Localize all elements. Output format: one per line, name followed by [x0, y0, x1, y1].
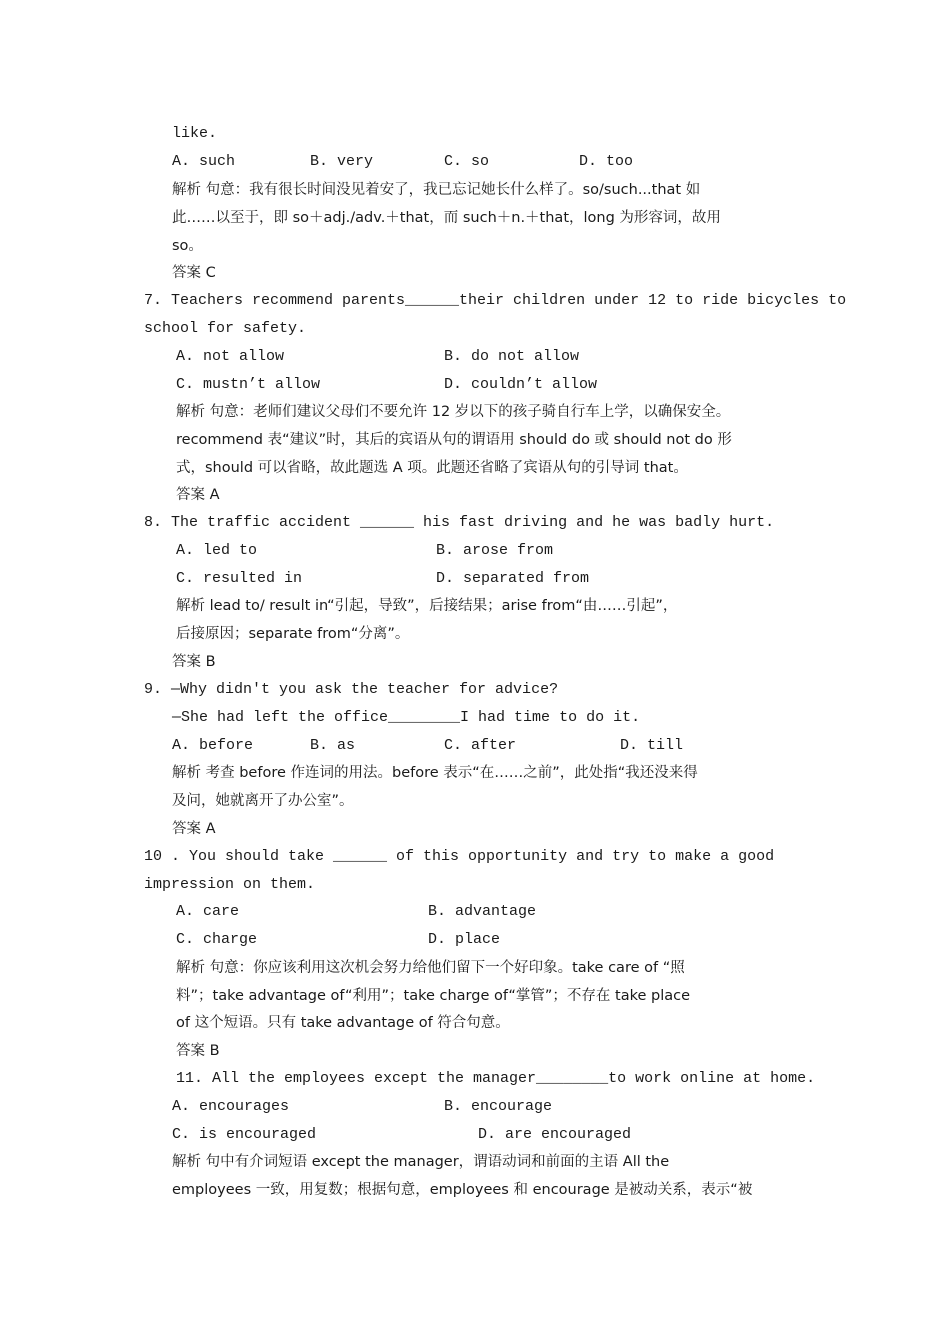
q8-option-d: D. separated from — [436, 570, 590, 587]
q6-stem-end: like. — [172, 125, 218, 142]
q9-option-c: C. after — [444, 737, 517, 754]
q7-option-c: C. mustn’t allow — [176, 376, 321, 393]
q8-option-b: B. arose from — [436, 542, 554, 559]
q10-option-d: D. place — [428, 931, 501, 948]
q9-option-d: D. till — [620, 737, 684, 754]
q9-option-b: B. as — [310, 737, 356, 754]
q10-option-a: A. care — [176, 903, 240, 920]
q6-option-a: A. such — [172, 153, 236, 170]
q10-option-c: C. charge — [176, 931, 258, 948]
q8-option-a: A. led to — [176, 542, 258, 559]
q10-option-b: B. advantage — [428, 903, 537, 920]
q9-analysis-line1: 解析 考查 before 作连词的用法。before 表示“在……之前”，此处指“我还没来得 — [172, 765, 698, 781]
q9-analysis-line2: 及问，她就离开了办公室”。 — [172, 793, 354, 809]
q11-stem-line1: 11. All the employees except the manager________to work online at home. — [176, 1070, 816, 1087]
q10-stem-line2: impression on them. — [144, 876, 316, 893]
q6-option-d: D. too — [579, 153, 634, 170]
q10-stem-line1: 10 . You should take ______ of this opportunity and try to make a good — [144, 848, 775, 865]
q7-stem-line1: 7. Teachers recommend parents______their children under 12 to ride bicycles to — [144, 292, 847, 309]
q7-stem-line2: school for safety. — [144, 320, 307, 337]
q7-analysis-line2: recommend 表“建议”时，其后的宾语从句的谓语用 should do 或 should not do 形 — [176, 432, 732, 448]
q8-analysis-line2: 后接原因；separate from“分离”。 — [176, 626, 410, 642]
q11-option-d: D. are encouraged — [478, 1126, 632, 1143]
q10-answer: 答案 B — [176, 1043, 220, 1059]
q8-stem-line1: 8. The traffic accident ______ his fast driving and he was badly hurt. — [144, 514, 775, 531]
q11-option-c: C. is encouraged — [172, 1126, 317, 1143]
q6-analysis-line3: so。 — [172, 238, 203, 254]
q6-option-c: C. so — [444, 153, 490, 170]
q8-analysis-line1: 解析 lead to/ result in“引起，导致”，后接结果；arise from“由……引起”， — [176, 598, 678, 614]
q9-stem-line2: —She had left the office________I had time to do it. — [172, 709, 641, 726]
q11-option-a: A. encourages — [172, 1098, 290, 1115]
q6-answer: 答案 C — [172, 265, 216, 281]
q10-analysis-line1: 解析 句意：你应该利用这次机会努力给他们留下一个好印象。take care of “照 — [176, 960, 685, 976]
q6-analysis-line2: 此……以至于，即 so＋adj./adv.＋that，而 such＋n.＋that，long 为形容词，故用 — [172, 210, 721, 226]
q7-analysis-line3: 式，should 可以省略，故此题选 A 项。此题还省略了宾语从句的引导词 that。 — [176, 460, 688, 476]
q10-analysis-line2: 料”；take advantage of“利用”；take charge of“掌管”；不存在 take place — [176, 988, 691, 1004]
q11-analysis-line1: 解析 句中有介词短语 except the manager，谓语动词和前面的主语 All the — [172, 1154, 670, 1170]
q7-answer: 答案 A — [176, 487, 220, 503]
q10-analysis-line3: of 这个短语。只有 take advantage of 符合句意。 — [176, 1015, 510, 1031]
q7-option-d: D. couldn’t allow — [444, 376, 598, 393]
q7-option-a: A. not allow — [176, 348, 285, 365]
q11-option-b: B. encourage — [444, 1098, 553, 1115]
q8-option-c: C. resulted in — [176, 570, 303, 587]
q6-option-b: B. very — [310, 153, 374, 170]
q9-stem-line1: 9. —Why didn't you ask the teacher for advice? — [144, 681, 559, 698]
q11-analysis-line2: employees 一致，用复数；根据句意，employees 和 encourage 是被动关系，表示“被 — [172, 1182, 753, 1198]
q9-answer: 答案 A — [172, 821, 216, 837]
q7-analysis-line1: 解析 句意：老师们建议父母们不要允许 12 岁以下的孩子骑自行车上学，以确保安全。 — [176, 404, 731, 420]
q6-analysis-line1: 解析 句意：我有很长时间没见着安了，我已忘记她长什么样了。so/such...that 如 — [172, 182, 701, 198]
q8-answer: 答案 B — [172, 654, 216, 670]
q7-option-b: B. do not allow — [444, 348, 580, 365]
q9-option-a: A. before — [172, 737, 254, 754]
